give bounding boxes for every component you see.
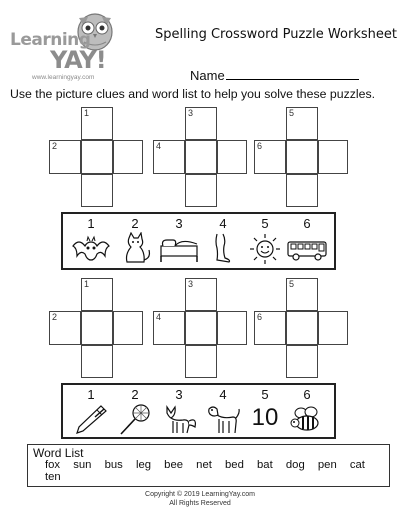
crossword-cell[interactable] <box>81 311 113 345</box>
page-title: Spelling Crossword Puzzle Worksheet <box>155 27 397 42</box>
crossword-cell[interactable] <box>254 311 286 345</box>
picture-clues-2 <box>61 383 336 439</box>
crossword-4 <box>49 278 143 378</box>
clue-number: 6 <box>303 216 311 231</box>
clue-bed <box>157 214 201 266</box>
crossword-cell[interactable] <box>286 311 318 345</box>
clue-number: 5 <box>289 279 295 289</box>
copyright-footer <box>0 490 400 508</box>
word: sun <box>73 459 92 471</box>
crossword-cell[interactable] <box>81 107 113 140</box>
clue-dog <box>201 385 245 437</box>
crossword-5 <box>153 278 247 378</box>
crossword-cell[interactable] <box>113 311 143 345</box>
word: bat <box>257 459 273 471</box>
crossword-cell[interactable] <box>49 140 81 174</box>
bat-icon <box>71 232 111 266</box>
bus-icon <box>285 232 329 266</box>
word-list-words <box>45 459 385 483</box>
clue-number: 2 <box>131 216 139 231</box>
crossword-cell[interactable] <box>185 345 217 378</box>
word: pen <box>317 459 337 471</box>
clue-number: 6 <box>303 387 311 402</box>
instructions: Use the picture clues and word list to help you solve these puzzles. <box>10 87 376 101</box>
clue-number: 4 <box>219 387 227 402</box>
clue-number: 4 <box>219 216 227 231</box>
copyright-line: Copyright © 2019 LearningYay.com <box>145 491 255 498</box>
crossword-cell[interactable] <box>286 140 318 174</box>
word: dog <box>285 459 305 471</box>
clue-leg <box>201 214 245 266</box>
clue-number: 1 <box>84 108 90 118</box>
crossword-cell[interactable] <box>153 140 185 174</box>
crossword-cell[interactable] <box>185 278 217 311</box>
crossword-3 <box>254 107 348 207</box>
word: bus <box>104 459 123 471</box>
clue-number: 5 <box>261 387 269 402</box>
clue-pen <box>69 385 113 437</box>
clue-number: 3 <box>175 387 183 402</box>
crossword-cell[interactable] <box>185 174 217 207</box>
clue-fox <box>157 385 201 437</box>
word: cat <box>349 459 365 471</box>
word: bee <box>164 459 184 471</box>
word-list <box>27 444 390 487</box>
fox-icon <box>159 403 199 437</box>
crossword-cell[interactable] <box>81 140 113 174</box>
rights-line: All Rights Reserved <box>169 500 231 507</box>
clue-number: 2 <box>52 312 58 322</box>
clue-bat <box>69 214 113 266</box>
learningyay-logo <box>10 8 122 80</box>
clue-number: 5 <box>289 108 295 118</box>
clue-number: 2 <box>131 387 139 402</box>
clue-number: 1 <box>87 387 95 402</box>
crossword-cell[interactable] <box>318 140 348 174</box>
logo-yay-text: YAY! <box>50 46 106 74</box>
name-label: Name <box>190 68 225 83</box>
logo-learning-text: Learning <box>10 30 91 50</box>
dog-icon <box>203 403 243 437</box>
word: net <box>196 459 212 471</box>
clue-sun <box>243 214 287 266</box>
clue-number: 1 <box>84 279 90 289</box>
clue-number: 3 <box>188 108 194 118</box>
crossword-cell[interactable] <box>286 345 318 378</box>
clue-number: 2 <box>52 141 58 151</box>
clue-number: 4 <box>156 312 162 322</box>
name-line[interactable] <box>226 68 359 80</box>
crossword-cell[interactable] <box>185 140 217 174</box>
clue-net <box>113 385 157 437</box>
crossword-cell[interactable] <box>217 140 247 174</box>
word: fox <box>45 459 61 471</box>
name-field[interactable] <box>190 68 359 83</box>
clue-number: 1 <box>87 216 95 231</box>
word: ten <box>45 471 61 483</box>
clue-number: 6 <box>257 312 263 322</box>
leg-icon <box>205 232 241 266</box>
clue-ten <box>243 385 287 431</box>
bee-icon <box>287 403 327 437</box>
crossword-cell[interactable] <box>81 345 113 378</box>
crossword-cell[interactable] <box>49 311 81 345</box>
clue-number: 3 <box>188 279 194 289</box>
word: leg <box>135 459 152 471</box>
bed-icon <box>157 232 201 266</box>
crossword-cell[interactable] <box>318 311 348 345</box>
crossword-2 <box>153 107 247 207</box>
ten-number: 10 <box>251 404 279 431</box>
crossword-cell[interactable] <box>81 278 113 311</box>
crossword-cell[interactable] <box>81 174 113 207</box>
net-icon <box>115 403 155 437</box>
crossword-cell[interactable] <box>286 107 318 140</box>
crossword-cell[interactable] <box>185 311 217 345</box>
cat-icon <box>115 232 155 266</box>
crossword-cell[interactable] <box>254 140 286 174</box>
crossword-6 <box>254 278 348 378</box>
pen-icon <box>71 403 111 437</box>
clue-number: 3 <box>175 216 183 231</box>
crossword-cell[interactable] <box>185 107 217 140</box>
crossword-1 <box>49 107 143 207</box>
crossword-cell[interactable] <box>113 140 143 174</box>
clue-cat <box>113 214 157 266</box>
logo-url: www.learningyay.com <box>32 74 95 81</box>
sun-icon <box>247 232 283 266</box>
clue-number: 6 <box>257 141 263 151</box>
clue-bus <box>285 214 329 266</box>
crossword-cell[interactable] <box>286 174 318 207</box>
crossword-cell[interactable] <box>153 311 185 345</box>
clue-number: 4 <box>156 141 162 151</box>
word: bed <box>225 459 244 471</box>
crossword-cell[interactable] <box>217 311 247 345</box>
clue-number: 5 <box>261 216 269 231</box>
clue-bee <box>285 385 329 437</box>
crossword-cell[interactable] <box>286 278 318 311</box>
word-list-title: Word List <box>33 446 84 460</box>
picture-clues-1 <box>61 212 336 270</box>
